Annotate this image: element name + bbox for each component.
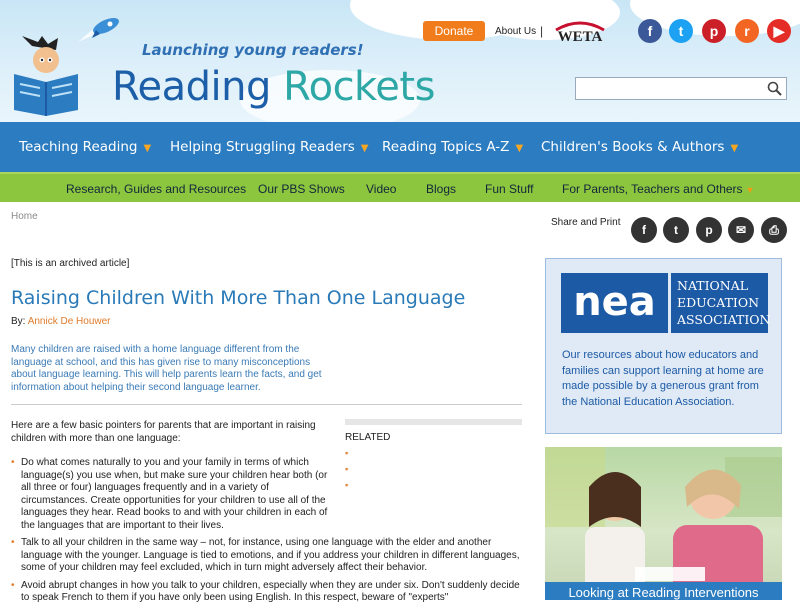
nav-label: Teaching Reading	[19, 139, 138, 155]
twitter-share-icon[interactable]: t	[663, 217, 689, 243]
facebook-icon[interactable]: f	[638, 19, 662, 43]
nav-blogs[interactable]: Blogs	[426, 182, 457, 196]
search-icon[interactable]	[767, 81, 782, 96]
nea-logo: nea	[561, 273, 668, 333]
print-icon[interactable]: ⎙	[761, 217, 787, 243]
article-title: Raising Children With More Than One Language	[11, 287, 466, 309]
nav-label: Helping Struggling Readers	[170, 139, 355, 155]
related-heading: RELATED	[345, 432, 391, 443]
nav-label: Reading Topics A-Z	[382, 139, 510, 155]
facebook-share-icon[interactable]: f	[631, 217, 657, 243]
related-item[interactable]: ▪	[345, 480, 349, 490]
twitter-icon[interactable]: t	[669, 19, 693, 43]
archived-note: [This is an archived article]	[11, 258, 130, 269]
site-header	[0, 0, 800, 122]
donate-button[interactable]: Donate	[423, 21, 485, 41]
byline	[11, 316, 111, 327]
nav-research-guides[interactable]: Research, Guides and Resources	[66, 182, 247, 196]
author-link[interactable]: Annick De Houwer	[27, 316, 111, 327]
weta-logo[interactable]	[552, 18, 608, 46]
nav-teaching-reading[interactable]	[19, 139, 151, 155]
dropdown-arrow-icon: ▼	[730, 143, 739, 154]
pinterest-share-icon[interactable]: p	[696, 217, 722, 243]
article-intro: Here are a few basic pointers for parents that are important in raising children with more than one language:	[11, 420, 316, 444]
teacher-child-image	[545, 447, 782, 600]
youtube-icon[interactable]: ▶	[767, 19, 791, 43]
nav-pbs-shows[interactable]: Our PBS Shows	[258, 182, 345, 196]
secondary-nav	[0, 172, 800, 202]
site-logo[interactable]	[112, 64, 435, 110]
nav-childrens-books[interactable]	[541, 139, 738, 155]
nav-video[interactable]: Video	[366, 182, 397, 196]
email-share-icon[interactable]: ✉	[728, 217, 754, 243]
pinterest-icon[interactable]: p	[702, 19, 726, 43]
dropdown-arrow-icon: ▼	[143, 143, 152, 154]
dropdown-arrow-icon: ▼	[515, 143, 524, 154]
nea-name: NATIONAL EDUCATION ASSOCIATION	[671, 273, 768, 333]
reading-kid-logo[interactable]	[12, 36, 82, 116]
dropdown-arrow-icon: ▼	[745, 185, 755, 195]
article-summary: Many children are raised with a home language different from the language at school, and this has given rise to many misconceptions about language learning. This will help parents learn the facts, and get information about helping their second language learner.	[11, 344, 322, 393]
rss-icon[interactable]: r	[735, 19, 759, 43]
section-divider	[11, 404, 522, 405]
nav-label: For Parents, Teachers and Others	[562, 182, 743, 196]
nav-for-parents[interactable]	[562, 182, 754, 196]
related-bar	[345, 419, 522, 425]
search-input[interactable]	[579, 78, 759, 98]
primary-nav	[0, 122, 800, 172]
weta-logo-text: WETA	[557, 29, 603, 45]
promo-caption: Looking at Reading Interventions	[545, 582, 782, 600]
byline-label: By:	[11, 316, 26, 327]
nav-helping-struggling-readers[interactable]	[170, 139, 368, 155]
logo-word-rockets: Rockets	[283, 64, 435, 110]
header-separator: |	[540, 24, 544, 38]
nea-sponsor-box[interactable]	[545, 258, 782, 434]
nea-sponsor-text: Our resources about how educators and families can support learning at home are made possible by a generous grant from the National Education Association.	[562, 349, 764, 408]
logo-word-reading: Reading	[112, 64, 271, 110]
nav-label: Children's Books & Authors	[541, 139, 725, 155]
site-tagline: Launching young readers!	[142, 41, 364, 59]
nav-fun-stuff[interactable]: Fun Stuff	[485, 182, 534, 196]
breadcrumb-home[interactable]: Home	[11, 211, 38, 222]
list-item: • Talk to all your children in the same way – not, for instance, using one language with the elder and another language with the younger. Language is tied to emotions, and if you address your children in different languages, some of your children may feel excluded, which in turn might adversely affect their behavior.	[11, 537, 526, 575]
related-item[interactable]: ▪	[345, 464, 349, 474]
dropdown-arrow-icon: ▼	[360, 143, 369, 154]
nav-reading-topics[interactable]	[382, 139, 523, 155]
related-item[interactable]: ▪	[345, 448, 349, 458]
promo-photo[interactable]	[545, 447, 782, 600]
about-us-link[interactable]: About Us	[495, 26, 537, 37]
share-print-label: Share and Print	[551, 217, 621, 228]
list-item: • Do what comes naturally to you and your family in terms of which language(s) you use when, but make sure your children hear both (or all three or four) languages frequently and in a variety of circumstances. Create opportunities for your children to use all of the languages they hear. Read books to and with your children in each of the languages that are important to their lives.	[11, 457, 336, 532]
list-item: • Avoid abrupt changes in how you talk to your children, especially when they are under six. Don't suddenly decide to speak French to them if you have only been using English. In this respect, beware of "experts"	[11, 580, 526, 605]
related-box	[345, 419, 522, 491]
search-box	[575, 77, 787, 100]
